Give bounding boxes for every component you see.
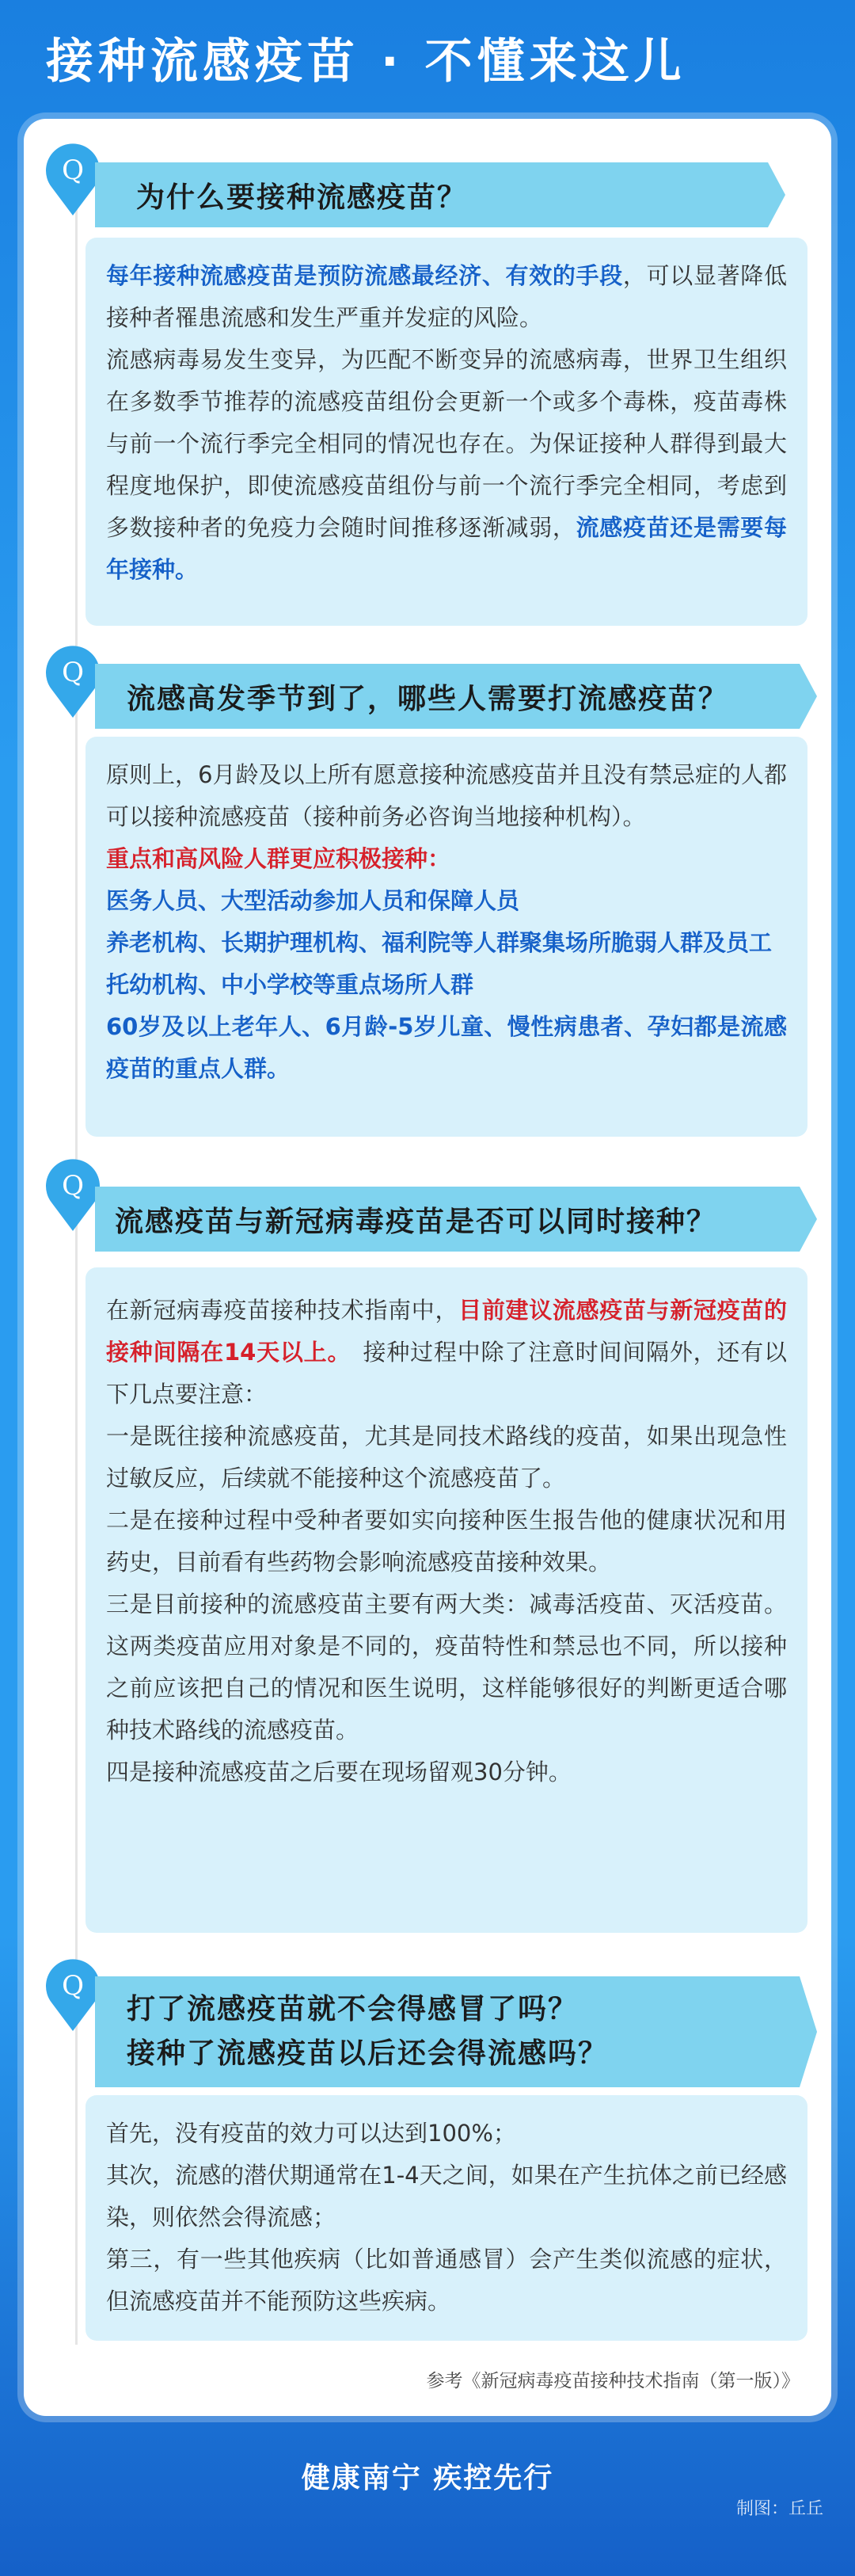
answer-4-point: 首先，没有疫苗的效力可以达到100%； bbox=[106, 2120, 516, 2147]
answer-3-point: 一是既往接种流感疫苗，尤其是同技术路线的疫苗，如果出现急性过敏反应，后续就不能接种这个流感疫苗了。 bbox=[106, 1423, 787, 1492]
question-text-3: 流感疫苗与新冠病毒疫苗是否可以同时接种？ bbox=[115, 1205, 717, 1238]
answer-1-text: ，可以显著降低接种者罹患流感和发生严重并发症的风险。 bbox=[106, 262, 787, 331]
svg-text:Q: Q bbox=[62, 154, 84, 186]
answer-1-highlight-2: 流感疫苗还是需要每年接种。 bbox=[106, 514, 787, 583]
answer-3-point: 二是在接种过程中受种者要如实向接种医生报告他的健康状况和用药史，目前看有些药物会影响流感疫苗接种效果。 bbox=[106, 1507, 787, 1576]
question-title-4 bbox=[95, 1976, 800, 2087]
answer-box-1 bbox=[86, 238, 808, 626]
svg-text:Q: Q bbox=[62, 1170, 84, 1202]
answer-3-text: 在新冠病毒疫苗接种技术指南中， bbox=[106, 1297, 459, 1324]
q-marker-icon bbox=[44, 643, 102, 719]
answer-4-point: 其次，流感的潜伏期通常在1-4天之间，如果在产生抗体之前已经感染，则依然会得流感； bbox=[106, 2162, 787, 2231]
question-title-2 bbox=[95, 664, 800, 729]
answer-2-text: 原则上，6月龄及以上所有愿意接种流感疫苗并且没有禁忌症的人都可以接种流感疫苗（接种前务必咨询当地接种机构）。 bbox=[106, 761, 787, 830]
answer-box-4 bbox=[86, 2095, 808, 2341]
answer-box-3 bbox=[86, 1267, 808, 1933]
answer-2-list-item: 养老机构、长期护理机构、福利院等人群聚集场所脆弱人群及员工 bbox=[106, 929, 773, 956]
answer-4-point: 第三，有一些其他疾病（比如普通感冒）会产生类似流感的症状，但流感疫苗并不能预防这些疾病。 bbox=[106, 2246, 787, 2315]
answer-2-list-item: 60岁及以上老年人、6月龄-5岁儿童、慢性病患者、孕妇都是流感疫苗的重点人群。 bbox=[106, 1013, 787, 1082]
q-marker-icon bbox=[44, 1957, 102, 2033]
svg-text:Q: Q bbox=[62, 1970, 84, 2002]
q-marker-icon bbox=[44, 141, 102, 217]
page-title: 接种流感疫苗 · 不懂来这儿 bbox=[46, 34, 686, 90]
answer-3-text-2: 接种过程中除了注意时间间隔外，还有以下几点要注意： bbox=[106, 1339, 787, 1408]
question-text-2: 流感高发季节到了，哪些人需要打流感疫苗？ bbox=[127, 682, 729, 715]
answer-3-highlight: 目前建议流感疫苗与新冠疫苗的接种间隔在14天以上。 bbox=[106, 1297, 787, 1366]
answer-1-text-2: 流感病毒易发生变异，为匹配不断变异的流感病毒，世界卫生组织在多数季节推荐的流感疫苗组份会更新一个或多个毒株，疫苗毒株与前一个流行季完全相同的情况也存在。为保证接种人群得到最大程度地保护，即使流感疫苗组份与前一个流行季完全相同，考虑到多数接种者的免疫力会随时间推移逐渐减弱， bbox=[106, 346, 787, 541]
q-marker-icon bbox=[44, 1157, 102, 1233]
question-title-1 bbox=[95, 162, 768, 227]
answer-2-list-item: 托幼机构、中小学校等重点场所人群 bbox=[106, 971, 474, 998]
answer-box-2 bbox=[86, 737, 808, 1137]
question-text-1: 为什么要接种流感疫苗？ bbox=[136, 181, 468, 214]
answer-2-list-item: 医务人员、大型活动参加人员和保障人员 bbox=[106, 887, 520, 914]
answer-3-point: 四是接种流感疫苗之后要在现场留观30分钟。 bbox=[106, 1759, 572, 1785]
answer-3-point: 三是目前接种的流感疫苗主要有两大类：减毒活疫苗、灭活疫苗。这两类疫苗应用对象是不同的，疫苗特性和禁忌也不同，所以接种之前应该把自己的情况和医生说明，这样能够很好的判断更适合哪种技术路线的流感疫苗。 bbox=[106, 1591, 787, 1743]
question-title-3 bbox=[95, 1187, 800, 1252]
answer-1-highlight: 每年接种流感疫苗是预防流感最经济、有效的手段 bbox=[106, 262, 623, 289]
svg-text:Q: Q bbox=[62, 657, 84, 688]
design-credit: 制图：丘丘 bbox=[735, 2499, 823, 2519]
question-text-4a: 打了流感疫苗就不会得感冒了吗？ bbox=[127, 1993, 579, 2025]
answer-2-highlight: 重点和高风险人群更应积极接种： bbox=[106, 845, 451, 872]
reference-note: 参考《新冠病毒疫苗接种技术指南（第一版）》 bbox=[426, 2371, 800, 2391]
footer-slogan: 健康南宁 疾控先行 bbox=[301, 2462, 554, 2494]
question-text-4b: 接种了流感疫苗以后还会得流感吗？ bbox=[127, 2037, 609, 2070]
